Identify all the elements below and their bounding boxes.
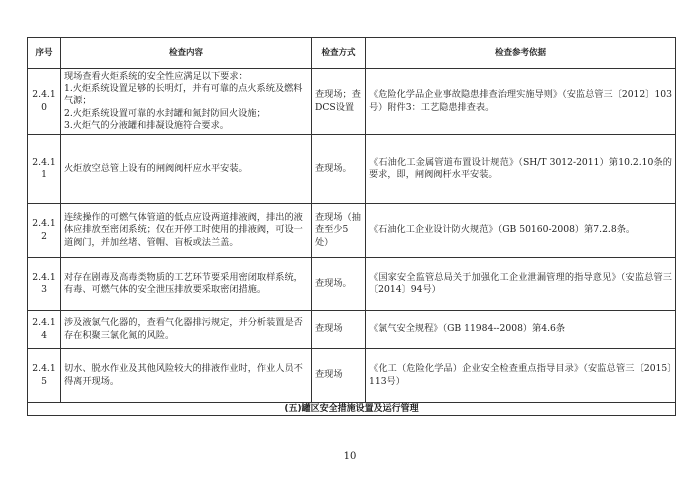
row-content: 现场查看火炬系统的安全性应满足以下要求： 1.火炬系统设置足够的长明灯，并有可靠的点火系统及燃料气源； 2.火炬系统设置可靠的水封罐和氮封防回火设施； 3.火炬气的分液罐和排凝设施符合要求。 (61, 69, 312, 135)
row-basis: 《氯气安全规程》（GB 11984--2008）第4.6条 (366, 311, 676, 349)
row-method: 查现场。 (312, 135, 366, 204)
row-content: 连续操作的可燃气体管道的低点应设两道排液阀，排出的液体应排放至密闭系统；仅在开停工时使用的排液阀，可设一道阀门，并加丝堵、管帽、盲板或法兰盖。 (61, 204, 312, 258)
table-row (28, 349, 676, 403)
table-row (28, 258, 676, 311)
header-content: 检查内容 (61, 38, 312, 69)
row-no: 2.4.12 (28, 204, 61, 258)
row-content: 涉及液氯气化器的，查看气化器排污规定，并分析装置是否存在积聚三氯化氮的风险。 (61, 311, 312, 349)
row-method: 查现场（抽查至少5处） (312, 204, 366, 258)
row-method: 查现场；查DCS设置 (312, 69, 366, 135)
row-content: 对存在剧毒及高毒类物质的工艺环节要采用密闭取样系统，有毒、可燃气体的安全泄压排放要采取密闭措施。 (61, 258, 312, 311)
row-no: 2.4.11 (28, 135, 61, 204)
table-row (28, 69, 676, 135)
table-row (28, 135, 676, 204)
table-row (28, 311, 676, 349)
row-method: 查现场 (312, 349, 366, 403)
row-method: 查现场 (312, 311, 366, 349)
row-basis: 《国家安全监管总局关于加强化工企业泄漏管理的指导意见》（安监总管三〔2014〕94号） (366, 258, 676, 311)
row-basis: 《石油化工金属管道布置设计规范》（SH/T 3012-2011）第10.2.10条的要求，即，闸阀阀杆水平安装。 (366, 135, 676, 204)
row-no: 2.4.10 (28, 69, 61, 135)
row-basis: 《石油化工企业设计防火规范》（GB 50160-2008）第7.2.8条。 (366, 204, 676, 258)
row-basis: 《化工（危险化学品）企业安全检查重点指导目录》（安监总管三〔2015〕113号） (366, 349, 676, 403)
row-content: 切水、脱水作业及其他风险较大的排液作业时，作业人员不得离开现场。 (61, 349, 312, 403)
inspection-table (27, 37, 676, 416)
section-row (28, 403, 676, 416)
table-row (28, 204, 676, 258)
header-basis: 检查参考依据 (366, 38, 676, 69)
header-no: 序号 (28, 38, 61, 69)
section-title: (五)罐区安全措施设置及运行管理 (28, 403, 676, 416)
row-no: 2.4.13 (28, 258, 61, 311)
row-no: 2.4.15 (28, 349, 61, 403)
page-number: 10 (343, 451, 357, 462)
header-method: 检查方式 (312, 38, 366, 69)
row-content: 火炬放空总管上设有的闸阀阀杆应水平安装。 (61, 135, 312, 204)
row-basis: 《危险化学品企业事故隐患排查治理实施导则》（安监总管三〔2012〕103号）附件3：工艺隐患排查表。 (366, 69, 676, 135)
row-no: 2.4.14 (28, 311, 61, 349)
table-header-row (28, 38, 676, 69)
row-method: 查现场。 (312, 258, 366, 311)
